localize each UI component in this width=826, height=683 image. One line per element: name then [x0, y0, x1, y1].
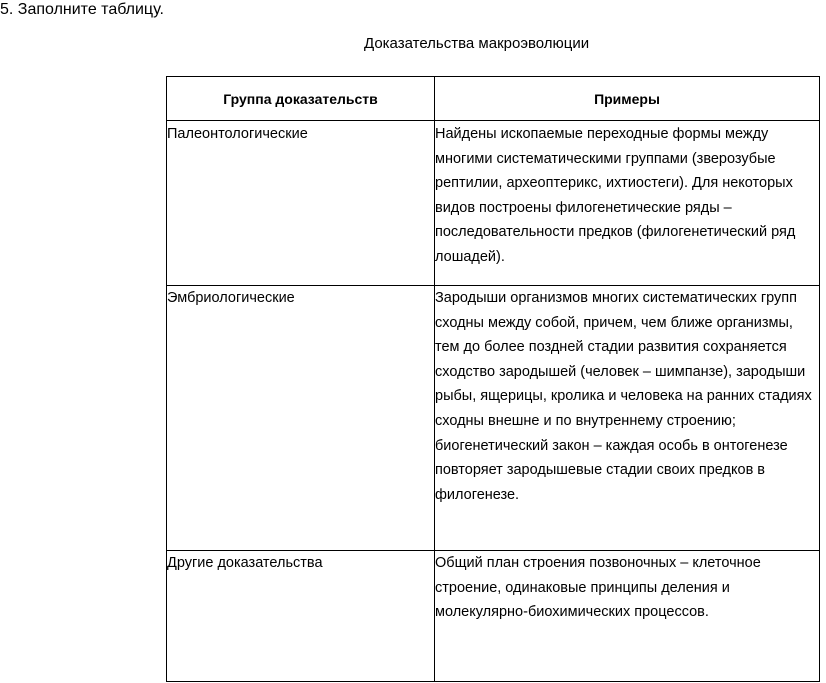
table-header-row	[167, 77, 820, 121]
table-row	[167, 551, 820, 682]
group-cell-other: Другие доказательства	[167, 551, 435, 682]
examples-cell-paleontological: Найдены ископаемые переходные формы между многими систематическими группами (зверозубые рептилии, археоптерикс, ихтиостеги). Для некоторых видов построены филогенетические ряды – последовательности предков (филогенетический ряд лошадей).	[435, 121, 820, 286]
group-cell-embryological: Эмбриологические	[167, 286, 435, 551]
examples-cell-other: Общий план строения позвоночных – клеточное строение, одинаковые принципы деления и молекулярно-биохимических процессов.	[435, 551, 820, 682]
evidence-table	[166, 76, 820, 682]
table-caption: Доказательства макроэволюции	[364, 35, 590, 52]
table-row	[167, 121, 820, 286]
task-heading: 5. Заполните таблицу.	[0, 1, 164, 18]
table-row	[167, 286, 820, 551]
group-cell-paleontological: Палеонтологические	[167, 121, 435, 286]
header-examples: Примеры	[435, 77, 820, 121]
examples-cell-embryological: Зародыши организмов многих систематических групп сходны между собой, причем, чем ближе организмы, тем до более поздней стадии развития сохраняется сходство зародышей (человек – шимпанзе), зародыши рыбы, ящерицы, кролика и человека на ранних стадиях сходны внешне и по внутреннему строению; биогенетический закон – каждая особь в онтогенезе повторяет зародышевые стадии своих предков в филогенезе.	[435, 286, 820, 551]
header-group: Группа доказательств	[167, 77, 435, 121]
